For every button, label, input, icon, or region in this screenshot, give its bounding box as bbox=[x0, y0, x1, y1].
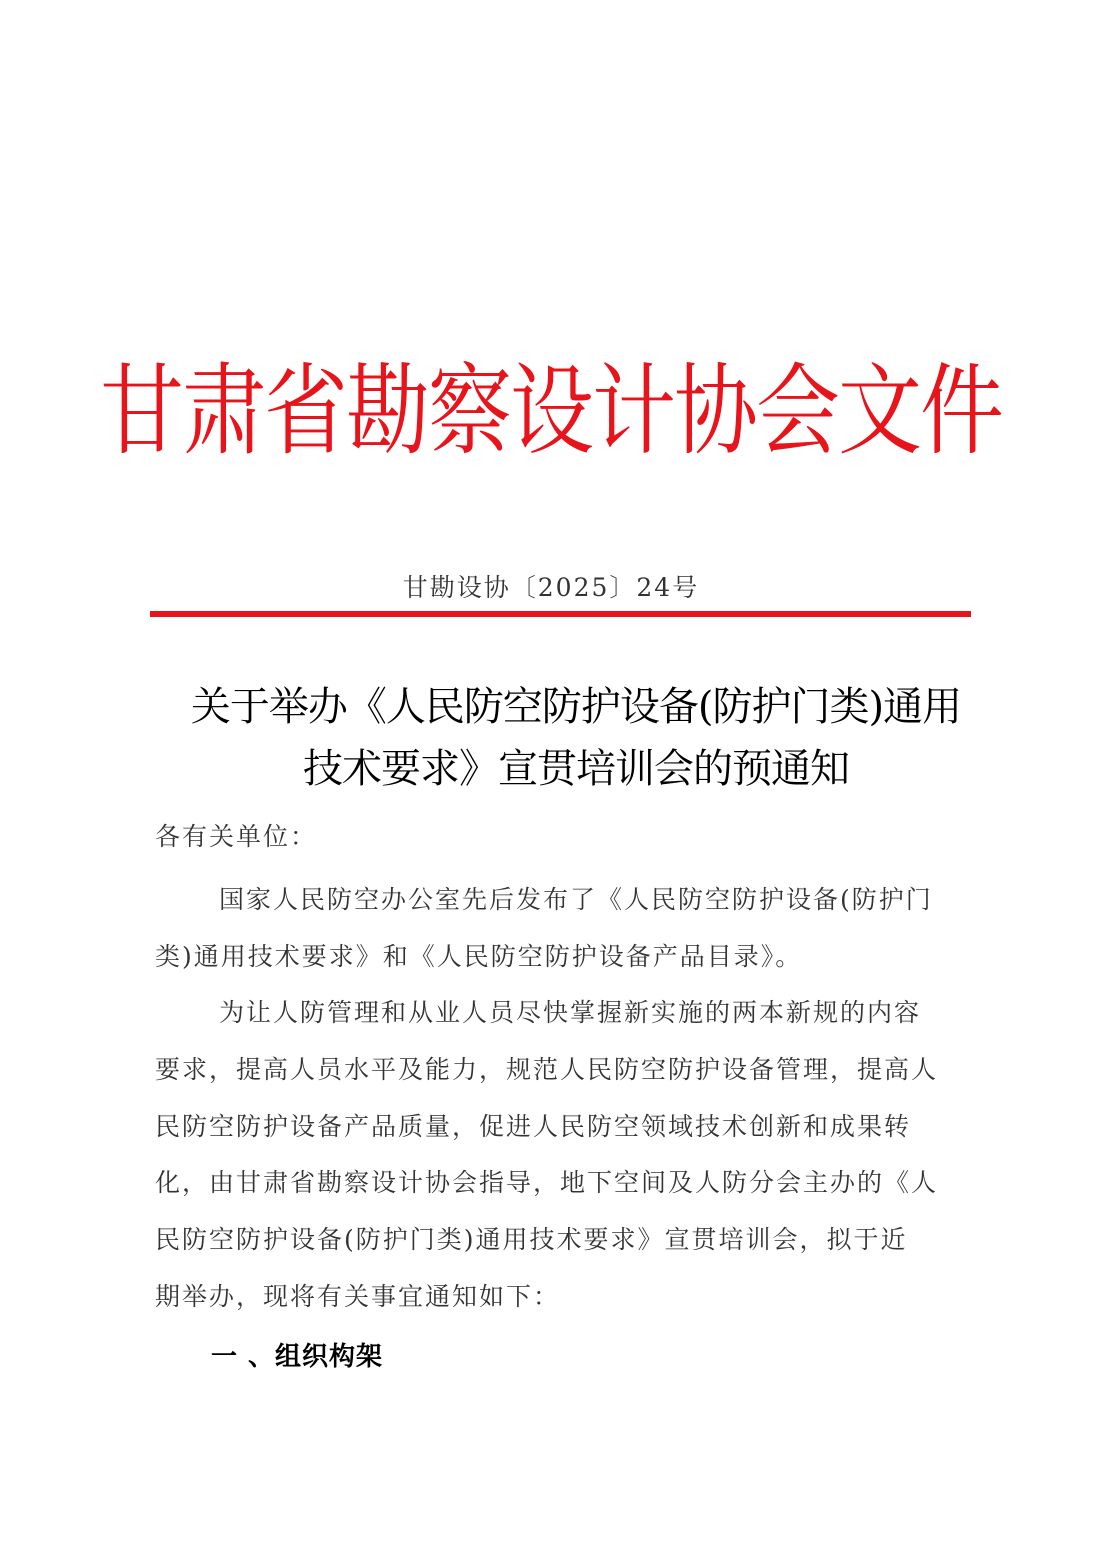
paragraph-line: 国家人民防空办公室先后发布了《人民防空防护设备(防护门 bbox=[219, 885, 933, 914]
salutation: 各有关单位： bbox=[155, 822, 318, 851]
document-number: 甘勘设协〔2025〕24号 bbox=[402, 573, 700, 602]
masthead-title: 甘肃省勘察设计协会文件 bbox=[99, 352, 1002, 469]
body-paragraph-1 bbox=[155, 872, 1005, 986]
section-heading-organization: 一 、组织构架 bbox=[211, 1342, 384, 1372]
paragraph-line: 要求，提高人员水平及能力，规范人民防空防护设备管理，提高人 bbox=[155, 1054, 939, 1084]
paragraph-line: 期举办，现将有关事宜通知如下： bbox=[155, 1281, 561, 1311]
notice-title bbox=[140, 676, 1012, 800]
notice-title-line-2: 技术要求》宣贯培训会的预通知 bbox=[303, 746, 849, 792]
paragraph-line: 民防空防护设备(防护门类)通用技术要求》宣贯培训会，拟于近 bbox=[155, 1225, 908, 1255]
paragraph-line: 化，由甘肃省勘察设计协会指导，地下空间及人防分会主办的《人 bbox=[155, 1168, 939, 1198]
paragraph-line: 类)通用技术要求》和《人民防空防护设备产品目录》。 bbox=[155, 941, 803, 971]
red-divider-rule bbox=[150, 611, 971, 617]
paragraph-line: 民防空防护设备产品质量，促进人民防空领域技术创新和成果转 bbox=[155, 1111, 912, 1141]
paragraph-line: 为让人防管理和从业人员尽快掌握新实施的两本新规的内容 bbox=[219, 998, 922, 1027]
body-paragraph-2 bbox=[155, 985, 1005, 1326]
notice-title-line-1: 关于举办《人民防空防护设备(防护门类)通用 bbox=[190, 684, 962, 730]
